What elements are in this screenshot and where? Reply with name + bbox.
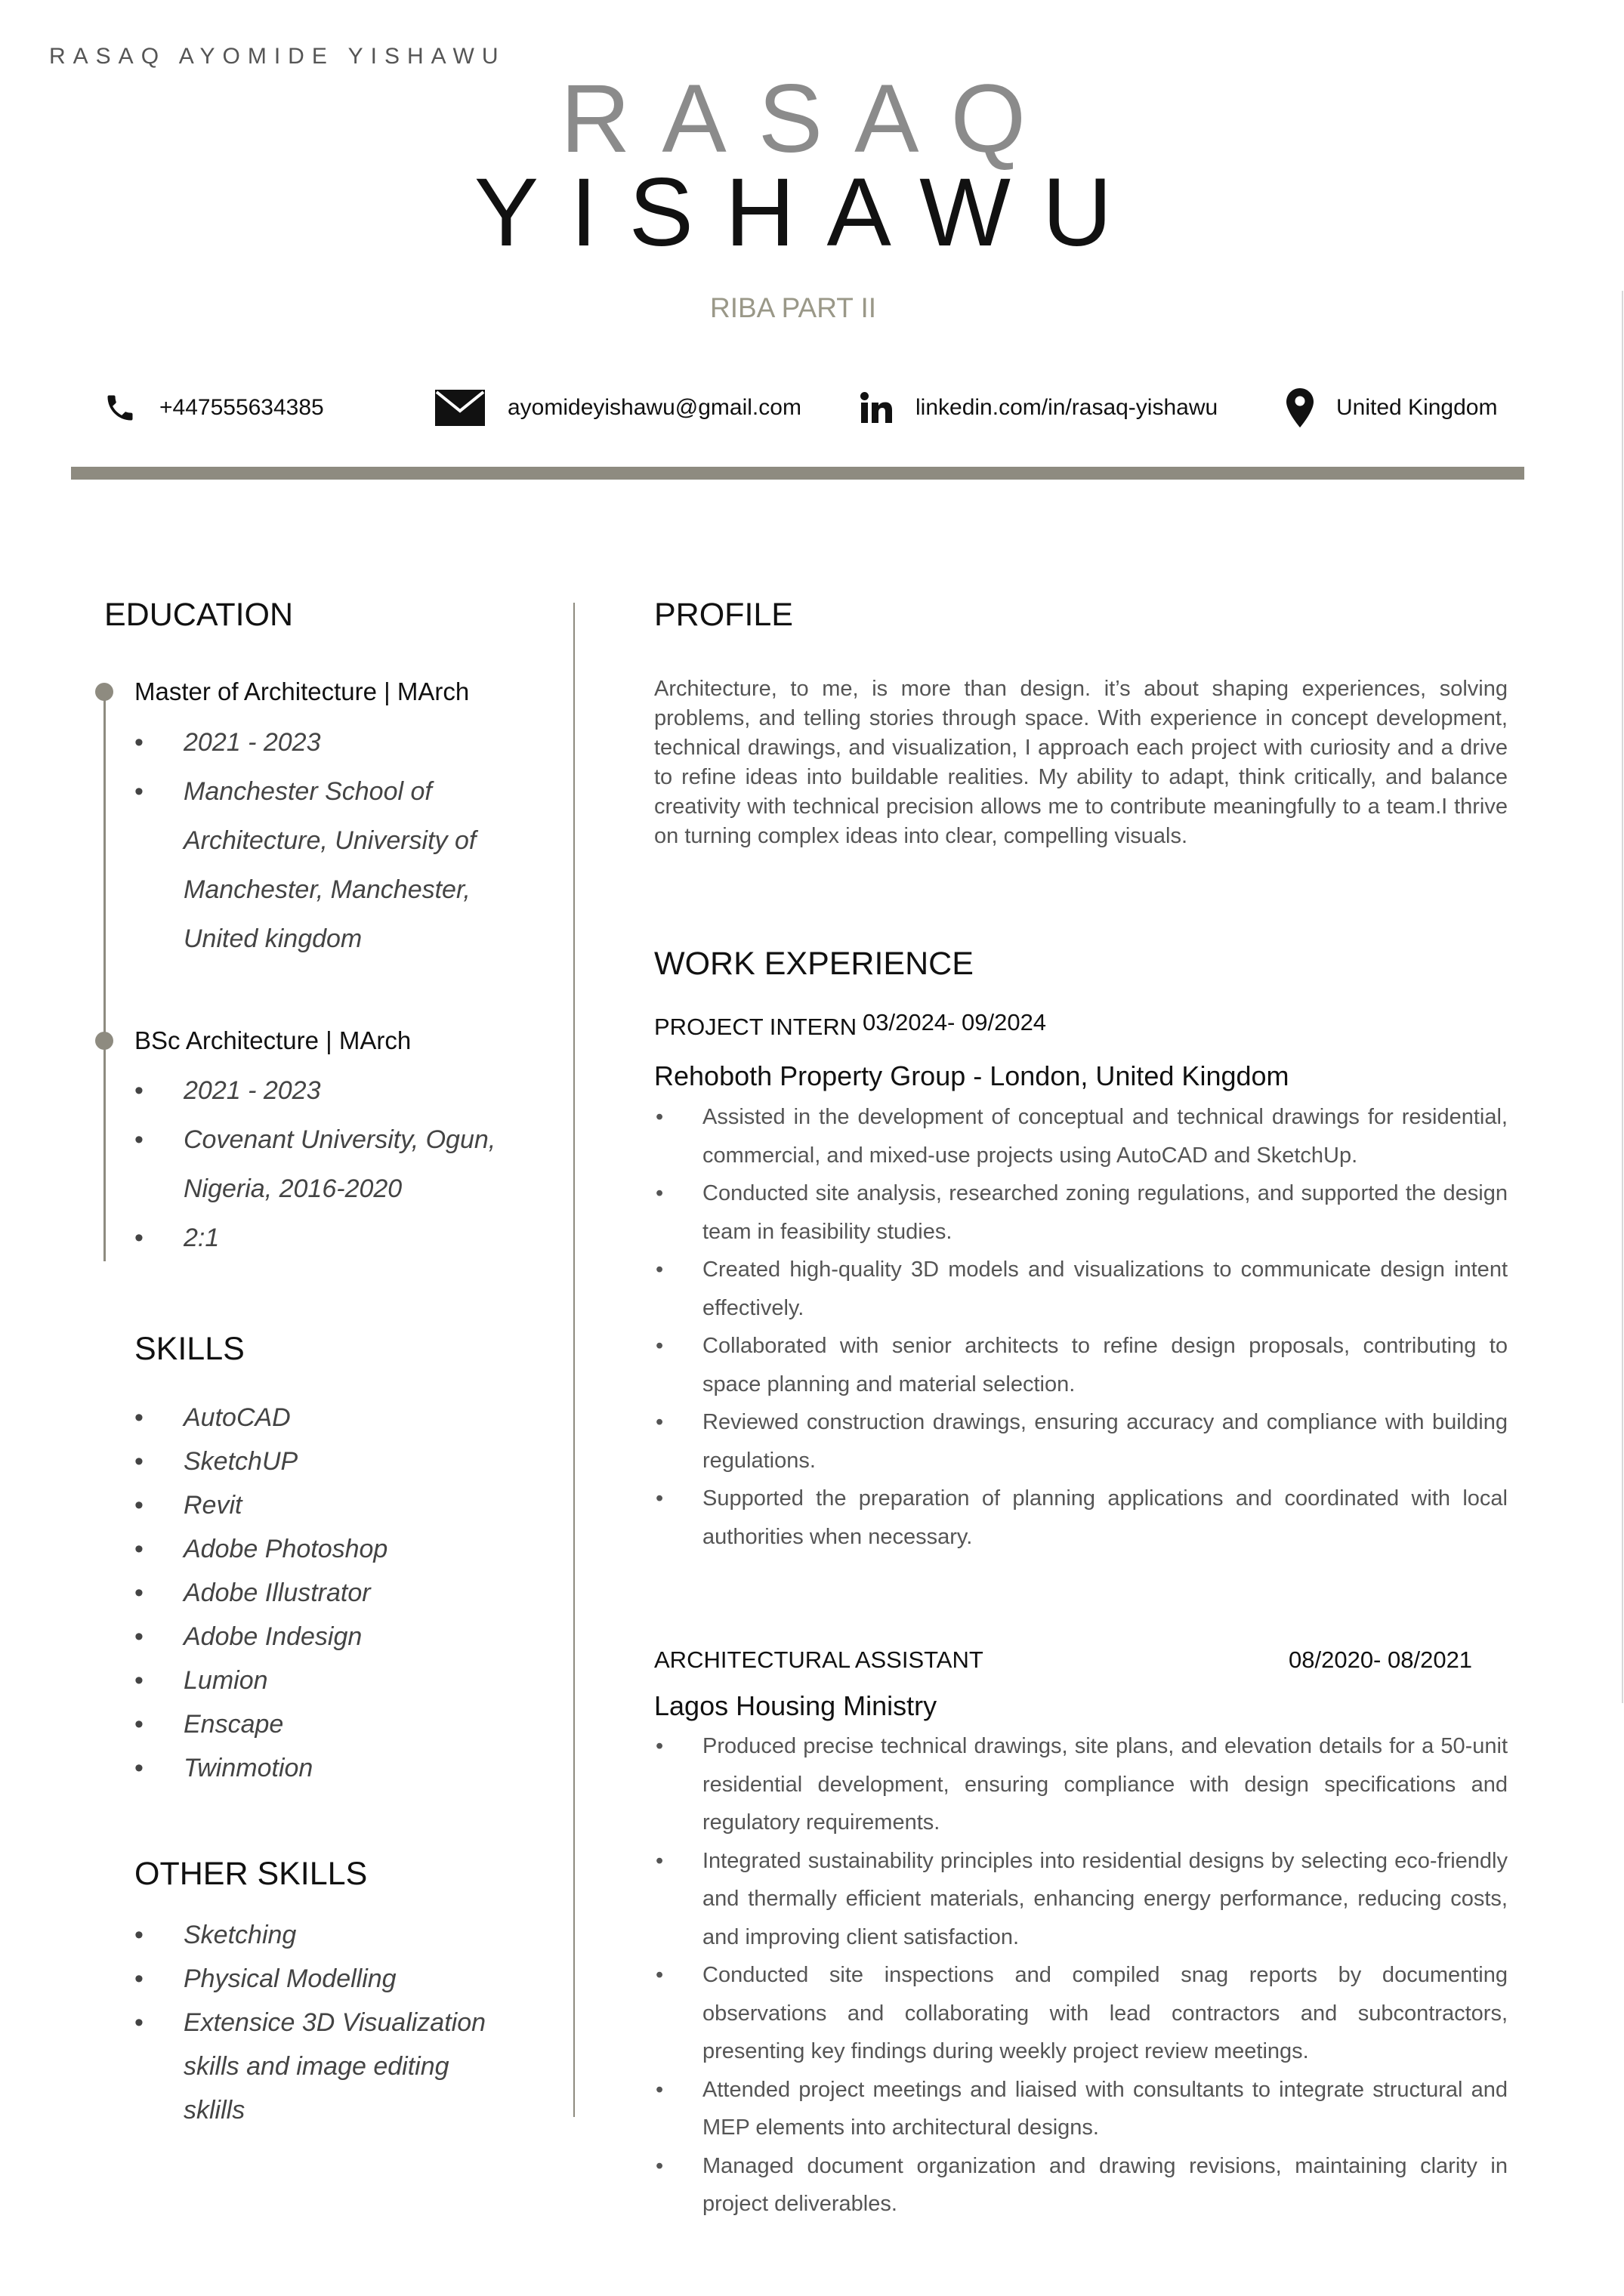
list-item: • Physical Modelling [134, 1957, 516, 2001]
list-item: • Revit [134, 1483, 387, 1527]
timeline-dot [95, 683, 113, 701]
list-item: • SketchUP [134, 1440, 387, 1483]
job-title: PROJECT INTERN [654, 1014, 857, 1040]
mail-icon [435, 390, 485, 426]
header-top-name: RASAQ AYOMIDE YISHAWU [49, 44, 506, 69]
work-experience-title: WORK EXPERIENCE [654, 946, 974, 982]
page-edge-line [1622, 291, 1623, 1703]
list-item: • Attended project meetings and liaised with consultants to integrate structural and MEP elements into architectural designs. [654, 2071, 1508, 2147]
list-item: • Assisted in the development of conceptual and technical drawings for residential, commercial, and mixed-use projects using AutoCAD and SketchUp. [654, 1098, 1508, 1174]
list-item: • Managed document organization and drawing revisions, maintaining clarity in project deliverables. [654, 2147, 1508, 2223]
job-responsibilities [654, 1727, 1508, 2223]
last-name: YISHAWU [474, 159, 1144, 267]
other-skills-list [134, 1913, 516, 2132]
list-item: • Adobe Photoshop [134, 1527, 387, 1571]
education-title: EDUCATION [104, 597, 294, 633]
list-item: • Conducted site inspections and compiled snag reports by documenting observations and collaborating with lead contractors and subcontractors, presenting key findings during weekly project review meetings. [654, 1956, 1508, 2071]
list-item: • 2021 - 2023 [134, 1066, 523, 1116]
list-item: • Collaborated with senior architects to refine design proposals, contributing to space planning and material selection. [654, 1327, 1508, 1403]
job-responsibilities [654, 1098, 1508, 1556]
location: United Kingdom [1336, 395, 1498, 420]
profile-text: Architecture, to me, is more than design. it’s about shaping experiences, solving problems, and telling stories through space. With experience in concept development, technical drawings, and visualization, I approach each project with curiosity and a drive to refine ideas into buildable realities. My ability to adapt, think critically, and balance creativity with technical precision allows me to contribute meaningfully to a team.I thrive on turning complex ideas into clear, compelling visuals. [654, 677, 1508, 848]
phone-number: +447555634385 [159, 395, 324, 420]
skills-title: SKILLS [134, 1331, 245, 1367]
timeline-dot [95, 1032, 113, 1050]
education-degree: BSc Architecture | MArch [134, 1026, 412, 1054]
column-divider [573, 603, 575, 2117]
list-item: • AutoCAD [134, 1396, 387, 1440]
list-item: • Integrated sustainability principles into residential designs by selecting eco-friendly and thermally efficient materials, enhancing energy performance, reducing costs, and improving client satisfaction. [654, 1842, 1508, 1957]
education-degree: Master of Architecture | MArch [134, 677, 470, 705]
education-details [134, 718, 523, 964]
skills-list [134, 1396, 387, 1790]
contact-location[interactable] [1286, 385, 1497, 430]
list-item: • 2021 - 2023 [134, 718, 523, 767]
linkedin-icon [860, 391, 893, 424]
first-name: RASAQ [560, 65, 1058, 173]
job-title: ARCHITECTURAL ASSISTANT [654, 1646, 983, 1673]
list-item: • Sketching [134, 1913, 516, 1957]
email-address: ayomideyishawu@gmail.com [508, 395, 801, 420]
list-item: • Created high-quality 3D models and visualizations to communicate design intent effectively. [654, 1251, 1508, 1327]
list-item: • Enscape [134, 1702, 387, 1746]
contact-phone[interactable] [103, 385, 324, 430]
list-item: • Lumion [134, 1659, 387, 1702]
header-divider [71, 467, 1524, 480]
location-pin-icon [1286, 388, 1314, 427]
contact-linkedin[interactable] [860, 385, 1218, 430]
other-skills-title: OTHER SKILLS [134, 1856, 368, 1892]
job-dates: 03/2024- 09/2024 [863, 1009, 1047, 1035]
list-item: • Produced precise technical drawings, site plans, and elevation details for a 50-unit residential development, ensuring compliance with design specifications and regulatory requirements. [654, 1727, 1508, 1842]
contact-email[interactable] [435, 385, 801, 430]
list-item: • Twinmotion [134, 1746, 387, 1790]
education-timeline [103, 689, 106, 1261]
list-item: • Manchester School of Architecture, University of Manchester, Manchester, United kingdom [134, 767, 523, 964]
profile-title: PROFILE [654, 597, 793, 633]
list-item: • Covenant University, Ogun, Nigeria, 2016-2020 [134, 1116, 523, 1214]
role-title: RIBA PART II [709, 292, 877, 323]
list-item: • Adobe Illustrator [134, 1571, 387, 1615]
list-item: • Reviewed construction drawings, ensuring accuracy and compliance with building regulations. [654, 1403, 1508, 1480]
phone-icon [103, 391, 137, 424]
list-item: • Extensice 3D Visualization skills and image editing sklills [134, 2001, 516, 2132]
linkedin-url: linkedin.com/in/rasaq-yishawu [915, 395, 1218, 420]
company-name: Lagos Housing Ministry [654, 1690, 937, 1721]
job-dates: 08/2020- 08/2021 [1289, 1646, 1473, 1673]
education-details [134, 1066, 523, 1263]
list-item: • Adobe Indesign [134, 1615, 387, 1659]
list-item: • Supported the preparation of planning applications and coordinated with local authorities when necessary. [654, 1480, 1508, 1556]
list-item: • Conducted site analysis, researched zoning regulations, and supported the design team in feasibility studies. [654, 1174, 1508, 1251]
company-name: Rehoboth Property Group - London, United Kingdom [654, 1060, 1289, 1091]
list-item: • 2:1 [134, 1214, 523, 1263]
